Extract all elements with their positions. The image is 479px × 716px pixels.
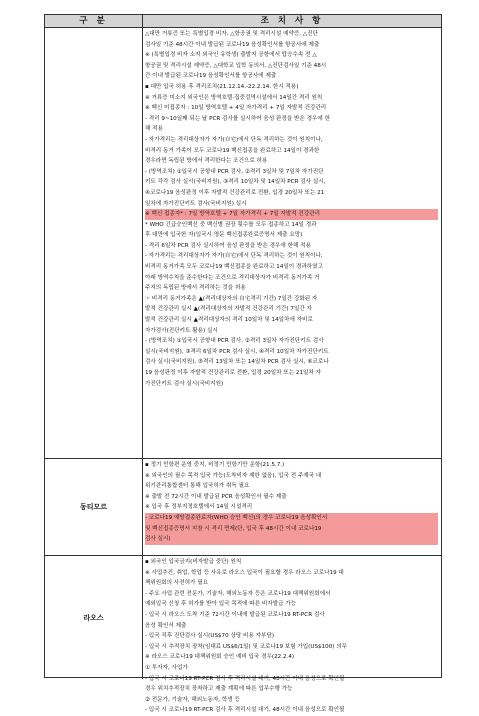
content-line: - 입국 시 코로나19 RT-PCR 검사 후 격리시설 대기, 48시간 이내 음성으로 확인될	[145, 675, 345, 682]
content-line: 음성 확인서 제출	[145, 622, 187, 629]
content-line: 검사 실시)	[145, 534, 438, 545]
content-line: ※ 라오스 코로나19 대책위원회 승인 예비 입국 경우(22.2.4)	[145, 654, 295, 661]
content-line: ※ (특별입경 비자 소지 외국인 유학생) 출발지 공항에서 탑승수속 전 △	[145, 52, 317, 59]
content-line: - 입국 시 라오스 도착 기준 72시간 이내에 발급된 코로나19 RT-PCR 검사	[145, 611, 325, 618]
content-line: 비격리 동거가족 모두 코로나19 백신접종을 완료하고 14일이 경과하였고	[145, 264, 323, 271]
content-line: 아래 방역수칙을 준수한다는 조건으로 격리대상자가 비격리 동거가족 거	[145, 274, 320, 281]
content-line: ※ 출발 전 72시간 이내 발급된 PCR 음성확인서 필수 제출	[145, 493, 287, 500]
row-label: 동티모르	[45, 459, 143, 555]
content-line: 위기관리통합센터 통해 입국허가 취득 필요	[145, 483, 250, 490]
content-line: 검사일 기준 48시간 이내 발급된 코로나19 음성확인서를 항공사에 제출	[145, 41, 320, 48]
table-header	[45, 15, 441, 28]
content-line: 검사 실시(국비지원), ⑤격리 13일차 또는 14일차 PCR 검사 실시, ⑥코로나	[145, 359, 329, 366]
content-line: ▪ 외국인 입국금지(비자발급 중단) 원칙	[145, 559, 242, 565]
row-label	[45, 28, 143, 458]
content-line: * WHO 긴급승인백신 중 백신별 권장 횟수를 모두 접종하고 14일 경과	[145, 221, 317, 228]
content-line: - (방역조치) ①입국시 공항내 PCR 검사, ②격리 3일차 자가진단키트 검사	[145, 338, 324, 345]
content-line: ▪ 정기 민항편 운영 중지, 비정기 민항기만 운항(21.5.7.)	[145, 462, 285, 468]
content-line: 책위원회의 사전허가 필요	[145, 580, 208, 587]
content-line: 발적 건강관리 실시 ▲(격리대상자의 자발적 건강관리 기간) 7일간 자	[145, 306, 312, 313]
content-line: 및 백신접종증명서 지참 시 격리 면제(단, 입국 후 48시간 이내 코로나19	[145, 524, 438, 535]
content-line: ※ 입국 후 정부지정호텔에서 14일 시설격리	[145, 504, 253, 511]
row-timor-leste	[45, 459, 441, 556]
content-line: 비격리 동거 가족이 모두 코로나19 백신접종을 완료하고 14일이 경과한	[145, 147, 320, 154]
content-line: ☞ 비격리 동거가족은 ▲(격리대상자의 自宅격리 기간) 7일간 강화된 자	[145, 295, 318, 302]
content-line: - 코로나19 예방접종완료자(WHO 승인 백신)의 경우 코로나19 음성확인서	[145, 513, 438, 524]
content-line: - 격리 9~10일째 되는 날 PCR 검사를 실시하여 음성 판정을 받은 경우에 한	[145, 115, 330, 122]
measures-table	[44, 14, 442, 714]
header-measures: 조 치 사 항	[260, 16, 324, 26]
content-line: - (방역조치) ①입국시 공항내 PCR 검사, ②격리 3일차 및 7일차 자가진단	[145, 168, 324, 175]
content-line: 후 대만에 입국한 자(입국시 영문 백신접종완료증명서 제출 요망)	[145, 232, 303, 239]
content-line: - 입국 시 코로나19 RT-PCR 검사 후 격리시설 대기, 48시간 이내 음성으로 확인될	[145, 707, 345, 714]
row-content	[145, 29, 438, 389]
content-line: 간 이내 발급된 코로나19 음성확인서를 항공사에 제출	[145, 73, 277, 80]
content-line: - 입국 직후 진단검사 실시(US$70 상당 비용 자부담)	[145, 633, 275, 640]
content-line: △대만 거류증 또는 특별입경 비자, △항공권 및 격리시설 예약증, △진단	[145, 31, 318, 37]
content-line: - 자가격리는 격리대상자가 자가(自宅)에서 단독 격리하는 것이 원칙이나,	[145, 253, 323, 260]
row-label: 라오스	[45, 556, 143, 679]
content-line: ※ 거류증 미소지 외국인은 방역호텔·집중검역시설에서 14일간 격리 원칙	[145, 94, 323, 101]
content-line: 항공권 및 격리시설 예약증, △대학교 입학 동의서, △진단검사일 기준 48시	[145, 62, 327, 69]
content-line: 경우 위치추적장치 장착하고 제출 계획에 따른 업무수행 가능	[145, 686, 293, 693]
content-line: 19 음성판정 이후 자발적 건강관리로 전환, 입경 20일차 또는 21일차 자	[145, 370, 322, 376]
content-line: - 격리 6일차 PCR 검사 실시하여 음성 판정을 받은 경우에 한해 적용	[145, 242, 311, 249]
content-line: ※ 사업추진, 취업, 학업 등 사유로 라오스 입국이 필요할 경우 라오스 코로나19 대	[145, 569, 344, 576]
content-line: 키트 각각 검사 실시(국비지원), ③격리 10일차 및 14일차 PCR 검사 실시,	[145, 179, 326, 186]
row-laos	[45, 556, 441, 714]
content-line: ④코로나19 음성판정 이후 자발적 건강관리로 전환, 입경 20일차 또는 21	[145, 189, 325, 196]
content-line: ※ 외국인의 필수 목적 입국 가능(도착비자 제한 없음), 입국 전 주재국 내	[145, 472, 322, 479]
content-line: ② 전문가, 기술자, 해외노동자, 학생 등	[145, 696, 240, 703]
content-line: ※ 백신 미접종자 : 10일 방역호텔 + 4일 자가격리 + 7일 자발적 건강관리	[145, 105, 327, 112]
row-content	[145, 460, 438, 545]
content-line: 주지의 독립된 방에서 격리하는 것을 허용	[145, 285, 246, 292]
content-line: 해 적용	[145, 126, 163, 133]
content-line: 실시(국비지원), ③격리 6일차 PCR 검사 실시, ④격리 10일차 자가진단키트	[145, 348, 329, 355]
content-line: 일차에 자가진단키트 검사(국비지원) 실시	[145, 200, 247, 207]
content-line: 예외입국 신청 후 허가를 받아 입국 목적에 따른 비자발급 가능	[145, 601, 297, 608]
content-line: 발적 건강관리 실시 ▲격리대상자의 격리 10일차 및 14일차에 자비로	[145, 317, 313, 324]
content-line: ※ 백신 접종자* : 7일 방역호텔 + 7일 자가격리 + 7일 자발적 건강관리	[145, 209, 438, 220]
content-line: - 자가격리는 격리대상자가 자가(自宅)에서 단독 격리하는 것이 원칙이나,	[145, 136, 323, 143]
content-line: ▪ 대만 입국 허용 후 격리조치(21.12.14.-22.2.14. 한시 적용)	[145, 83, 299, 90]
content-line: 경우라면 독립된 방에서 격리한다는 조건으로 허용	[145, 158, 268, 165]
content-line: ① 투자자, 사업가	[145, 664, 188, 671]
content-line: 가진단키트 검사 실시(국비지원)	[145, 380, 224, 387]
row-taiwan	[45, 28, 441, 459]
row-content	[145, 557, 438, 716]
content-line: - 주요 사업 관련 전문가, 기술자, 해외노동자 등은 코로나19 대책위원회에서	[145, 590, 331, 597]
header-category: 구 분	[45, 15, 143, 27]
content-line: - 입국 시 추적장치 장착(임대료 US$6/1일) 및 코로나19 보험 가입(US$100) 의무	[145, 643, 348, 650]
content-line: 자가검사(진단키트 활용) 실시	[145, 327, 218, 334]
